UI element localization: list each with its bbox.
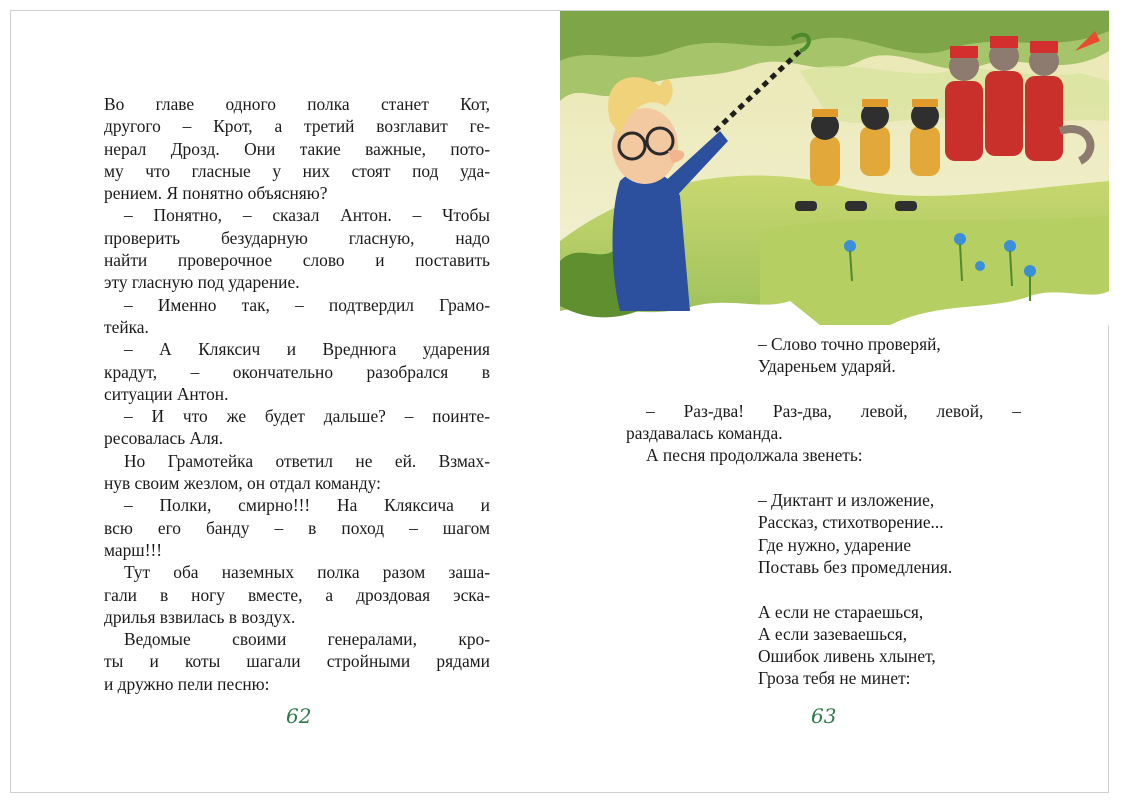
left-page bbox=[11, 11, 560, 792]
text-line: гали в ногу вместе, а дроздовая эска- bbox=[104, 584, 490, 605]
verse-line: Рассказ, стихотворение... bbox=[758, 512, 944, 533]
text-line: – Раз-два! Раз-два, левой, левой, – bbox=[646, 400, 1021, 421]
text-line: и дружно пели песню: bbox=[104, 673, 270, 694]
verse-line: А если зазеваешься, bbox=[758, 623, 908, 644]
text-line: Во главе одного полка станет Кот, bbox=[104, 94, 490, 114]
text-line: – И что же будет дальше? – поинте- bbox=[124, 406, 490, 427]
text-line: – Полки, смирно!!! На Кляксича и bbox=[124, 495, 490, 516]
illustration bbox=[560, 11, 1109, 325]
text-line: – Понятно, – сказал Антон. – Чтобы bbox=[124, 205, 490, 226]
book-spread bbox=[10, 10, 1109, 793]
paragraph bbox=[104, 93, 490, 204]
verse-line: Где нужно, ударение bbox=[758, 534, 912, 555]
paragraph bbox=[104, 338, 490, 405]
verse-line: Ошибок ливень хлынет, bbox=[758, 646, 936, 667]
verse-1 bbox=[626, 333, 1021, 378]
text-line: всю его банду – в поход – шагом bbox=[104, 517, 490, 538]
text-line: дрилья взвилась в воздух. bbox=[104, 606, 296, 627]
text-line: ресовалась Аля. bbox=[104, 428, 224, 449]
prose-block bbox=[626, 400, 1021, 467]
paragraph bbox=[626, 400, 1021, 445]
text-line: ситуации Антон. bbox=[104, 383, 229, 404]
paragraph bbox=[104, 294, 490, 339]
illustration-image bbox=[560, 11, 1109, 325]
page-number-left: 62 bbox=[286, 704, 312, 728]
paragraph bbox=[104, 204, 490, 293]
text-line: Но Грамотейка ответил не ей. Взмах- bbox=[124, 450, 490, 471]
verse-line: Гроза тебя не минет: bbox=[758, 668, 911, 689]
right-page bbox=[560, 11, 1109, 792]
verse-line: Поставь без промедления. bbox=[758, 556, 953, 577]
paragraph bbox=[104, 405, 490, 450]
left-page-text bbox=[104, 93, 490, 695]
text-line: нув своим жезлом, он отдал команду: bbox=[104, 473, 381, 494]
right-page-text bbox=[626, 333, 1021, 690]
verse-2 bbox=[626, 489, 1021, 578]
text-line: нерал Дрозд. Они такие важные, пото- bbox=[104, 138, 490, 159]
verse-line: – Диктант и изложение, bbox=[758, 490, 935, 511]
text-line: эту гласную под ударение. bbox=[104, 272, 300, 293]
text-line: тейка. bbox=[104, 316, 149, 337]
text-line: найти проверочное слово и поставить bbox=[104, 250, 490, 271]
text-line: крадут, – окончательно разобрался в bbox=[104, 361, 490, 382]
text-line: ты и коты шагали стройными рядами bbox=[104, 651, 490, 672]
paragraph bbox=[104, 450, 490, 495]
text-line: – Именно так, – подтвердил Грамо- bbox=[124, 294, 490, 315]
verse-line: Удареньем ударяй. bbox=[758, 356, 896, 377]
text-line: – А Кляксич и Вреднюга ударения bbox=[124, 339, 490, 360]
verse-line: – Слово точно проверяй, bbox=[758, 334, 941, 354]
text-line: марш!!! bbox=[104, 539, 163, 560]
text-line: Тут оба наземных полка разом заша- bbox=[124, 562, 490, 583]
text-line: А песня продолжала звенеть: bbox=[646, 445, 863, 466]
text-line: раздавалась команда. bbox=[626, 423, 783, 444]
text-line: Ведомые своими генералами, кро- bbox=[124, 629, 490, 650]
paragraph bbox=[104, 561, 490, 628]
text-line: другого – Крот, а третий возглавит ге- bbox=[104, 116, 490, 137]
paragraph bbox=[626, 444, 1021, 466]
text-line: му что гласные у них стоят под уда- bbox=[104, 160, 490, 181]
text-line: проверить безударную гласную, надо bbox=[104, 227, 490, 248]
paragraph bbox=[104, 494, 490, 561]
text-line: рением. Я понятно объясняю? bbox=[104, 183, 328, 204]
paragraph bbox=[104, 628, 490, 695]
page-number-right: 63 bbox=[811, 704, 837, 728]
verse-3 bbox=[626, 601, 1021, 690]
verse-line: А если не стараешься, bbox=[758, 601, 924, 622]
